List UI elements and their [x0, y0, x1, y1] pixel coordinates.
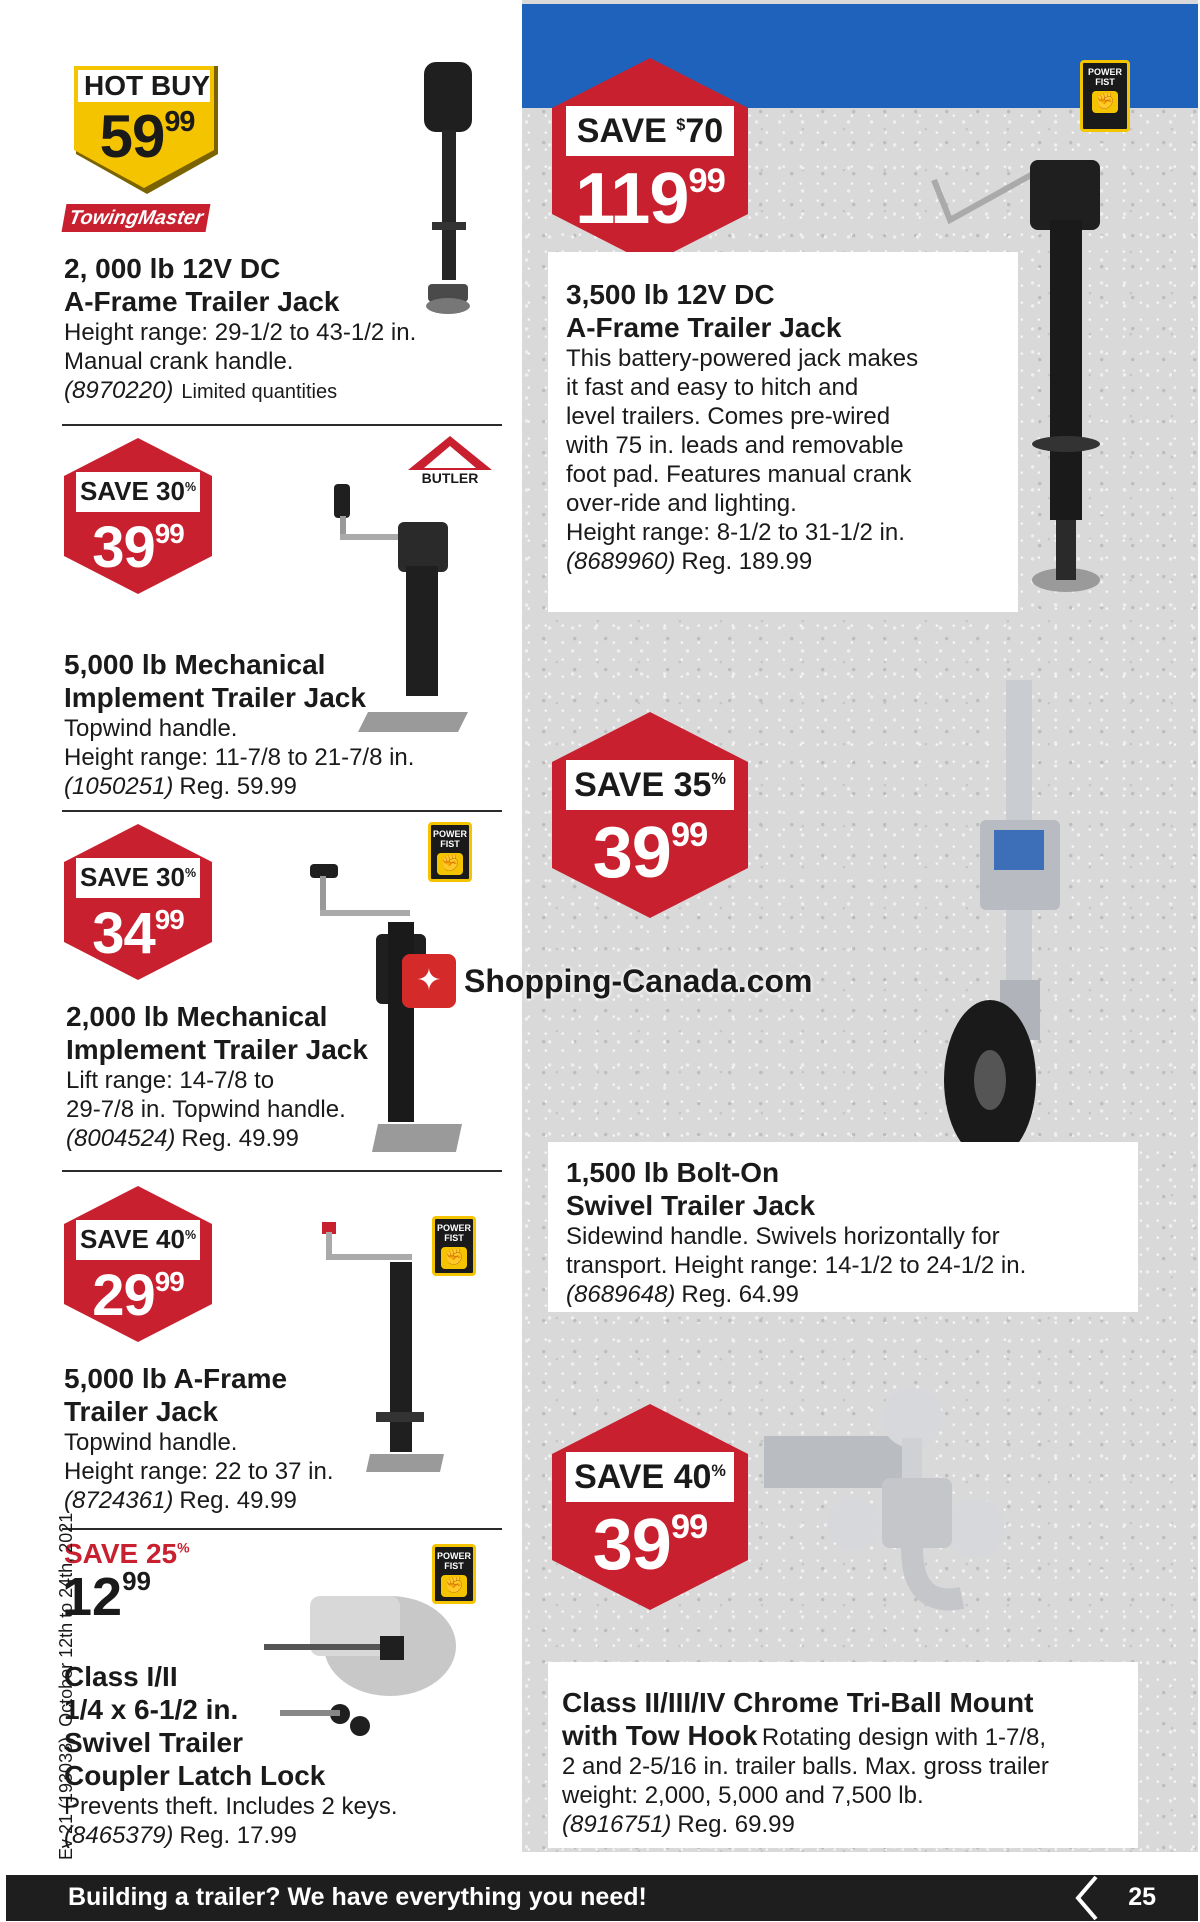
- product-title: Implement Trailer Jack: [66, 1034, 368, 1065]
- save-badge: [550, 1402, 750, 1612]
- product-title: 5,000 lb Mechanical: [64, 649, 326, 680]
- footer-bar: [6, 1875, 1198, 1921]
- product-desc: Topwind handle.: [64, 715, 238, 742]
- product-coupler-latch-lock: [64, 1660, 464, 1850]
- fist-icon: ✊: [441, 1575, 467, 1597]
- regular-price: Reg. 64.99: [681, 1281, 799, 1308]
- product-desc: Height range: 8-1/2 to 31-1/2 in.: [566, 519, 905, 546]
- save-label: SAVE 30%: [79, 862, 197, 892]
- power-fist-logo: POWER FIST ✊: [432, 1216, 476, 1276]
- sku: (1050251): [64, 773, 174, 800]
- limited-note: Limited quantities: [181, 381, 338, 403]
- page-number: 25: [1128, 1883, 1156, 1911]
- product-sku-line: [566, 547, 986, 576]
- price: $39^{99}$: [92, 515, 184, 580]
- product-tri-ball-mount: [562, 1686, 1132, 1839]
- product-title: Trailer Jack: [64, 1396, 219, 1427]
- product-desc: Rotating design with 1-7/8,: [761, 1724, 1047, 1751]
- watermark: [402, 946, 812, 1016]
- save-badge: [62, 1184, 214, 1344]
- regular-price: Reg. 49.99: [179, 1487, 297, 1514]
- product-sku-line: [64, 1486, 484, 1515]
- swivel-jack-image: [930, 680, 1100, 1170]
- product-title: Coupler Latch Lock: [64, 1760, 326, 1791]
- fist-icon: ✊: [441, 1247, 467, 1269]
- price: $39^{99}$: [592, 1505, 708, 1585]
- product-2000lb-mechanical-jack: [66, 1000, 466, 1153]
- product-sku-line: [64, 376, 484, 407]
- towingmaster-logo: TowingMaster: [62, 204, 211, 232]
- product-1500lb-swivel-jack: [566, 1156, 1126, 1309]
- product-5000lb-aframe-jack: [64, 1362, 484, 1515]
- save-label: SAVE 30%: [79, 476, 197, 506]
- product-desc: level trailers. Comes pre-wired: [566, 403, 891, 430]
- watermark-text: Shopping-Canada.com: [464, 962, 813, 999]
- sku: (8724361): [64, 1487, 174, 1514]
- divider: [62, 1170, 502, 1172]
- product-desc: 29-7/8 in. Topwind handle.: [66, 1096, 346, 1123]
- regular-price: Reg. 189.99: [681, 548, 813, 575]
- divider: [62, 810, 502, 812]
- butler-logo: BUTLER: [408, 436, 492, 492]
- regular-price: Reg. 59.99: [179, 773, 297, 800]
- product-title: 3,500 lb 12V DC: [566, 279, 775, 310]
- product-title: Implement Trailer Jack: [64, 682, 366, 713]
- save-badge: [550, 710, 750, 920]
- product-title: A-Frame Trailer Jack: [566, 312, 842, 343]
- tri-ball-mount-image: [762, 1378, 1012, 1618]
- product-title: 2,000 lb Mechanical: [66, 1001, 328, 1032]
- chevron-left-icon: [1072, 1875, 1102, 1921]
- product-desc: transport. Height range: 14-1/2 to 24-1/2 in.: [566, 1252, 1027, 1279]
- product-desc: Manual crank handle.: [64, 348, 294, 375]
- product-5000lb-mechanical-jack: [64, 648, 464, 801]
- save-label: SAVE 25%: [64, 1538, 190, 1569]
- regular-price: Reg. 17.99: [179, 1822, 297, 1849]
- save-badge: [62, 436, 214, 596]
- product-title: Class I/II: [64, 1661, 178, 1692]
- price: $29^{99}$: [92, 1263, 184, 1328]
- sku: (8970220): [64, 377, 174, 404]
- price: $34^{99}$: [92, 901, 184, 966]
- divider: [62, 424, 502, 426]
- hot-buy-label: HOT BUY: [84, 70, 210, 101]
- footer-text: Building a trailer? We have everything you need!: [68, 1883, 647, 1911]
- flyer-date: Ev 21 (193033), October 12th to 24th, 2021: [56, 1512, 76, 1860]
- product-desc: Height range: 29-1/2 to 43-1/2 in.: [64, 319, 417, 346]
- product-title: 2, 000 lb 12V DC: [64, 253, 281, 284]
- sku: (8004524): [66, 1125, 176, 1152]
- sku: (8916751): [562, 1811, 672, 1838]
- product-desc: Lift range: 14-7/8 to: [66, 1067, 275, 1094]
- save-badge: [62, 822, 214, 982]
- save-badge: [550, 56, 750, 266]
- product-desc: 2 and 2-5/16 in. trailer balls. Max. gross trailer: [562, 1753, 1049, 1780]
- price: $39^{99}$: [592, 813, 708, 893]
- price: $119^{99}$: [575, 159, 725, 239]
- fist-icon: ✊: [1092, 91, 1118, 113]
- title-line-with-desc: [562, 1719, 1132, 1752]
- save-label: SAVE 35%: [574, 766, 726, 804]
- product-3500lb-12v-jack: [566, 278, 986, 576]
- price: $12^{99}$: [62, 1566, 151, 1627]
- regular-price: Reg. 69.99: [677, 1811, 795, 1838]
- product-desc: This battery-powered jack makes: [566, 345, 919, 372]
- save-label: SAVE 40%: [574, 1458, 726, 1496]
- product-sku-line: [64, 772, 464, 801]
- product-sku-line: [562, 1810, 1132, 1839]
- price: $59^{99}$: [99, 103, 195, 170]
- product-sku-line: [66, 1124, 466, 1153]
- product-desc: Prevents theft. Includes 2 keys.: [64, 1793, 398, 1820]
- product-title: A-Frame Trailer Jack: [64, 286, 340, 317]
- power-fist-logo: POWER FIST ✊: [432, 1544, 476, 1604]
- power-fist-logo: POWER FIST ✊: [1080, 60, 1130, 132]
- product-title: Class II/III/IV Chrome Tri-Ball Mount: [562, 1687, 1034, 1718]
- product-desc: over-ride and lighting.: [566, 490, 797, 517]
- product-desc: it fast and easy to hitch and: [566, 374, 859, 401]
- regular-price: Reg. 49.99: [181, 1125, 299, 1152]
- electric-jack-image: [418, 62, 484, 316]
- product-sku-line: [566, 1280, 1126, 1309]
- sku: (8465379): [64, 1822, 174, 1849]
- save-label: SAVE $70: [576, 112, 724, 150]
- maple-leaf-icon: ✦: [402, 954, 456, 1008]
- product-desc: Height range: 22 to 37 in.: [64, 1458, 334, 1485]
- fist-icon: ✊: [437, 853, 463, 875]
- hot-buy-badge: [70, 66, 224, 196]
- product-title: Swivel Trailer: [64, 1727, 243, 1758]
- product-title: 1,500 lb Bolt-On: [566, 1157, 780, 1188]
- product-title: 5,000 lb A-Frame: [64, 1363, 288, 1394]
- sku: (8689648): [566, 1281, 676, 1308]
- product-title: 1/4 x 6-1/2 in.: [64, 1694, 239, 1725]
- divider: [62, 1528, 502, 1530]
- product-desc: Sidewind handle. Swivels horizontally for: [566, 1223, 1000, 1250]
- power-fist-logo: POWER FIST ✊: [428, 822, 472, 882]
- product-title: with Tow Hook: [562, 1720, 758, 1751]
- product-desc: weight: 2,000, 5,000 and 7,500 lb.: [562, 1782, 924, 1809]
- product-sku-line: [64, 1821, 464, 1850]
- product-desc: with 75 in. leads and removable: [566, 432, 904, 459]
- product-title: Swivel Trailer Jack: [566, 1190, 816, 1221]
- product-desc: Height range: 11-7/8 to 21-7/8 in.: [64, 744, 415, 771]
- sku: (8689960): [566, 548, 676, 575]
- save-label: SAVE 40%: [79, 1224, 197, 1254]
- product-desc: foot pad. Features manual crank: [566, 461, 912, 488]
- product-desc: Topwind handle.: [64, 1429, 238, 1456]
